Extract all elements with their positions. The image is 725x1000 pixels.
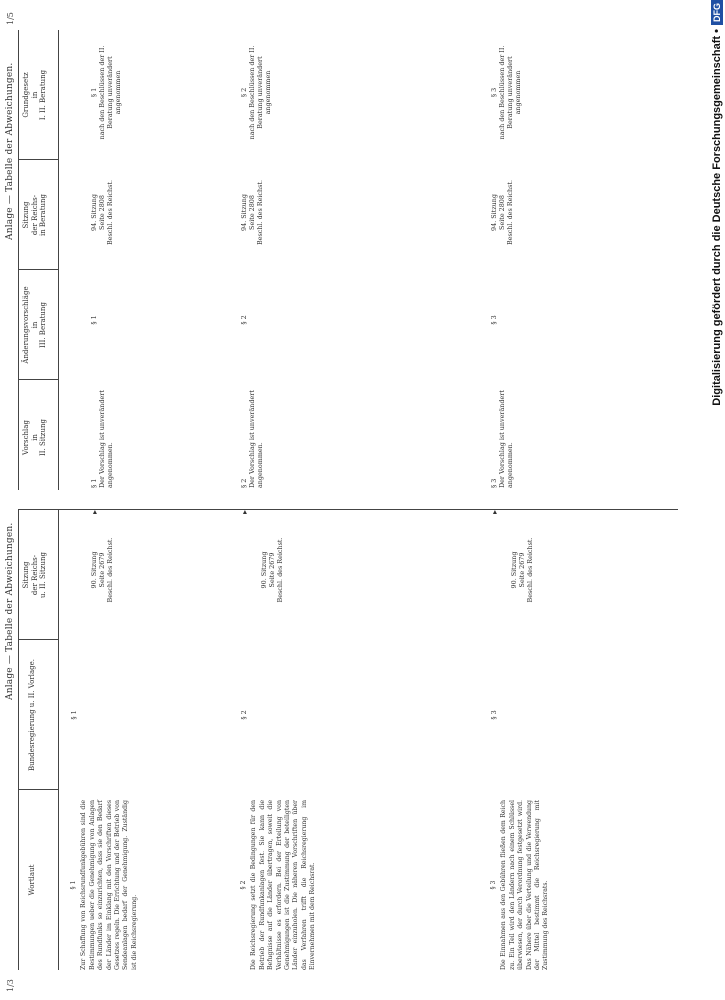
header-rule-left bbox=[18, 510, 19, 970]
basic-law-cell: § 3 nach den Beschlüssen der II. Beratung unverändert angenommen bbox=[490, 45, 522, 140]
row-marker: ▸ bbox=[490, 509, 499, 514]
table-head-rule-right bbox=[58, 30, 59, 490]
proposal-cell: § 3 Der Vorschlag ist unverändert angenommen. bbox=[490, 390, 514, 488]
proposal-cell: § 2 Der Vorschlag ist unverändert angenommen. bbox=[240, 390, 264, 488]
section-heading: § 1 bbox=[70, 880, 77, 890]
paragraph: Die Reichsregierung setzt die Bedingungen für den Betrieb der Rundfunkanlagen fest. Sie kann die Befugnisse auf die Länder übertragen, soweit die Verhältnisse es erfordern. Bei der Erteilung von Genehmigungen ist die Zustimmung der beteiligten Länder einzuholen. Die näheren Vorschriften über das Verfahren trifft die Reichsregierung im Einvernehmen mit dem Reichsrat. bbox=[250, 800, 317, 970]
provision-cell: § 1 bbox=[70, 710, 78, 720]
col-rule-2 bbox=[18, 639, 58, 640]
paragraph: Zur Schaffung von Reichsrundfunkgebühren sind die Bestimmungen ueber die Genehmigung von Anlagen des Rundfunks so einzurichten, dass sie den Bedarf der Länder im Einklang mit den Vorschriften dieses Gesetzes regeln. Die Errichtung und der Betrieb von Sendeanlagen bedarf der Genehmigung. Zuständig ist die Reichsregierung. bbox=[80, 800, 138, 970]
session-cell: 94. Sitzung Seite 2808 Beschl. des Reichst. bbox=[490, 180, 514, 245]
header-right: Anlage — Tabelle der Abweichungen. bbox=[5, 62, 15, 240]
colhead-amendments: Änderungsvorschläge in III. Beratung bbox=[22, 286, 47, 364]
colhead-basic-law: Grundgesetz in I. II. Beratung bbox=[22, 69, 47, 121]
amendment-cell: § 1 bbox=[90, 315, 98, 325]
amendment-cell: § 2 bbox=[240, 315, 248, 325]
page-number-right: 1/5 bbox=[6, 12, 15, 25]
proposal-cell: § 1 Der Vorschlag ist unverändert angenommen. bbox=[90, 390, 114, 488]
colhead-provision: Bundesregierung u. II. Vorlage. bbox=[28, 659, 36, 771]
colhead-sitting: Sitzung der Reichs- u. II. Sitzung bbox=[22, 552, 47, 598]
row-marker: ▸ bbox=[90, 509, 99, 514]
col-rule-3 bbox=[18, 379, 58, 380]
colhead-text: Wortlaut bbox=[28, 864, 36, 896]
session-cell: 94. Sitzung Seite 2808 Beschl. des Reichst. bbox=[240, 180, 264, 245]
text-column bbox=[236, 800, 321, 970]
page-number-left: 1/3 bbox=[6, 979, 15, 992]
colhead-session: Sitzung der Reichs- in Beratung bbox=[22, 193, 47, 237]
text-column bbox=[66, 800, 142, 970]
header-left: Anlage — Tabelle der Abweichungen. bbox=[5, 522, 15, 700]
section-heading: § 2 bbox=[240, 880, 247, 890]
sitting-cell: 90. Sitzung Seite 2679 Beschl. des Reichst. bbox=[510, 537, 534, 603]
col-rule-5 bbox=[18, 159, 58, 160]
sitting-cell: 90. Sitzung Seite 2679 Beschl. des Reichst. bbox=[260, 537, 284, 603]
footer-band bbox=[703, 0, 725, 1000]
basic-law-cell: § 2 nach den Beschlüssen der II. Beratung unverändert angenommen bbox=[240, 45, 272, 140]
basic-law-cell: § 1 nach den Beschlüssen der II. Beratung unverändert angenommen bbox=[90, 45, 122, 140]
col-rule-4 bbox=[18, 269, 58, 270]
dfg-logo: DFG bbox=[711, 0, 723, 25]
paragraph: Die Einnahmen aus den Gebühren fließen dem Reich zu. Ein Teil wird den Ländern nach einem Schlüssel überwiesen, der durch Verordnung festgesetzt wird. Das Nähere über die Verteilung und die Verwendung der Mittel bestimmt die Reichsregierung mit Zustimmung des Reichsrats. bbox=[500, 800, 550, 970]
footer-caption: Digitalisierung gefördert durch die Deutsche Forschungsgemeinschaft • bbox=[711, 29, 723, 406]
sitting-cell: 90. Sitzung Seite 2679 Beschl. des Reichst. bbox=[90, 537, 114, 603]
footer-text bbox=[706, 0, 725, 990]
table-head-rule-left bbox=[58, 510, 59, 970]
provision-cell: § 2 bbox=[240, 710, 248, 720]
row-marker: ▸ bbox=[240, 509, 249, 514]
col-rule-1 bbox=[18, 789, 58, 790]
text-column bbox=[486, 800, 554, 970]
amendment-cell: § 3 bbox=[490, 315, 498, 325]
colhead-proposal: Vorschlag in II. Sitzung bbox=[22, 419, 47, 457]
section-heading: § 3 bbox=[490, 880, 497, 890]
header-rule-right bbox=[18, 30, 19, 490]
provision-cell: § 3 bbox=[490, 710, 498, 720]
center-rule bbox=[18, 509, 678, 510]
session-cell: 94. Sitzung Seite 2808 Beschl. des Reichst. bbox=[90, 180, 114, 245]
